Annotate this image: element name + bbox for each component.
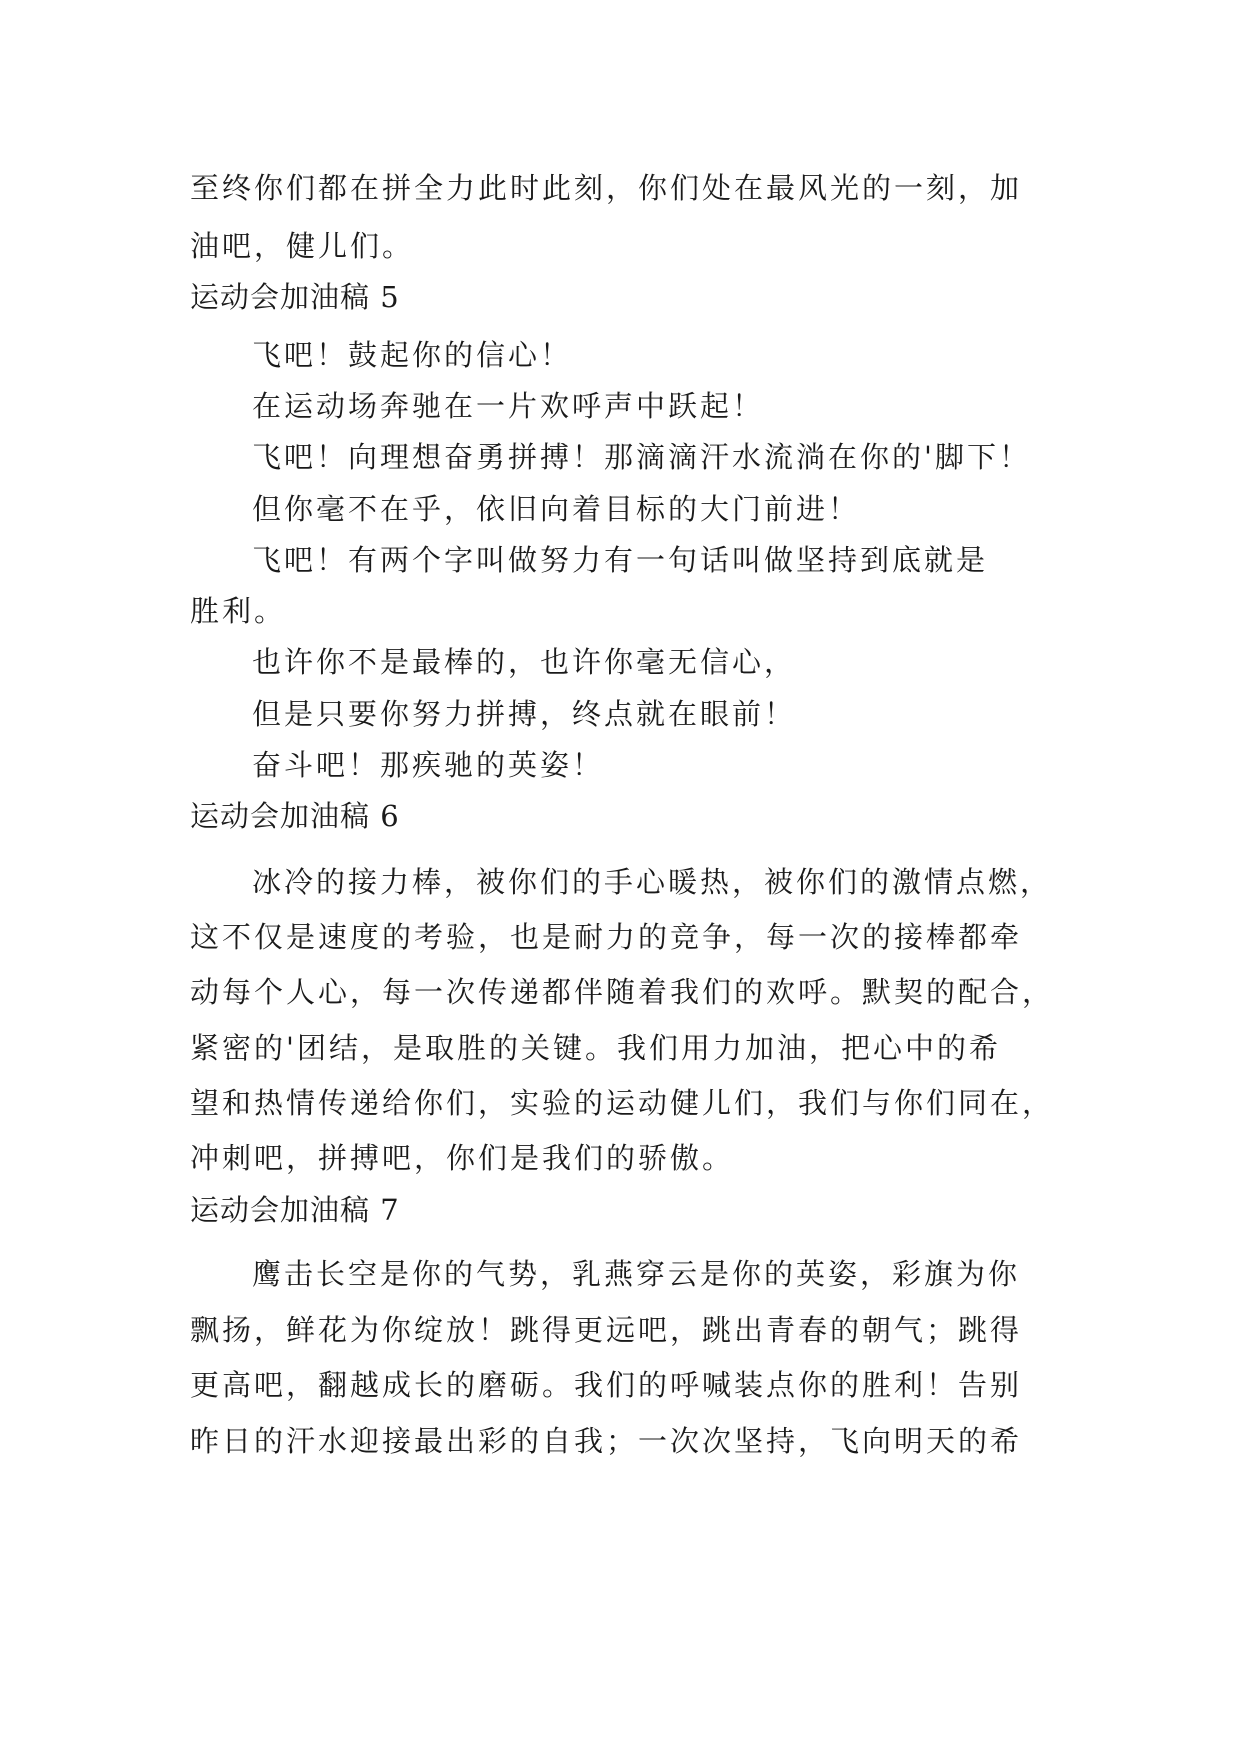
section-heading: 运动会加油稿 6: [190, 799, 400, 833]
paragraph-line: 飘扬，鲜花为你绽放！跳得更远吧，跳出青春的朝气；跳得: [190, 1313, 1023, 1347]
verse-line: 飞吧！鼓起你的信心！: [252, 338, 573, 372]
paragraph-line: 动每个人心，每一次传递都伴随着我们的欢呼。默契的配合，: [190, 975, 1055, 1009]
paragraph-line: 昨日的汗水迎接最出彩的自我；一次次坚持，飞向明天的希: [190, 1424, 1023, 1458]
verse-line: 飞吧！有两个字叫做努力有一句话叫做坚持到底就是: [252, 543, 989, 577]
section-heading: 运动会加油稿 5: [190, 280, 400, 314]
paragraph-line: 冲刺吧，拼搏吧，你们是我们的骄傲。: [190, 1141, 735, 1175]
paragraph-line: 至终你们都在拼全力此时此刻，你们处在最风光的一刻，加: [190, 171, 1023, 205]
paragraph-line: 这不仅是速度的考验，也是耐力的竞争，每一次的接棒都牵: [190, 920, 1023, 954]
paragraph-line: 油吧，健儿们。: [190, 229, 415, 263]
paragraph-line: 望和热情传递给你们，实验的运动健儿们，我们与你们同在，: [190, 1086, 1055, 1120]
section-heading: 运动会加油稿 7: [190, 1193, 400, 1227]
verse-line: 胜利。: [190, 594, 287, 628]
verse-line: 奋斗吧！那疾驰的英姿！: [252, 748, 605, 782]
verse-line: 但你毫不在乎，依旧向着目标的大门前进！: [252, 492, 861, 526]
paragraph-line: 冰冷的接力棒，被你们的手心暖热，被你们的激情点燃，: [252, 865, 1053, 899]
paragraph-line: 紧密的'团结，是取胜的关键。我们用力加油，把心中的希: [190, 1031, 1001, 1065]
verse-line: 飞吧！向理想奋勇拼搏！那滴滴汗水流淌在你的'脚下！: [252, 440, 1031, 474]
verse-line: 也许你不是最棒的，也许你毫无信心，: [252, 645, 797, 679]
paragraph-line: 鹰击长空是你的气势，乳燕穿云是你的英姿，彩旗为你: [252, 1257, 1021, 1291]
paragraph-line: 更高吧，翻越成长的磨砺。我们的呼喊装点你的胜利！告别: [190, 1368, 1023, 1402]
verse-line: 但是只要你努力拼搏，终点就在眼前！: [252, 697, 797, 731]
verse-line: 在运动场奔驰在一片欢呼声中跃起！: [252, 389, 765, 423]
